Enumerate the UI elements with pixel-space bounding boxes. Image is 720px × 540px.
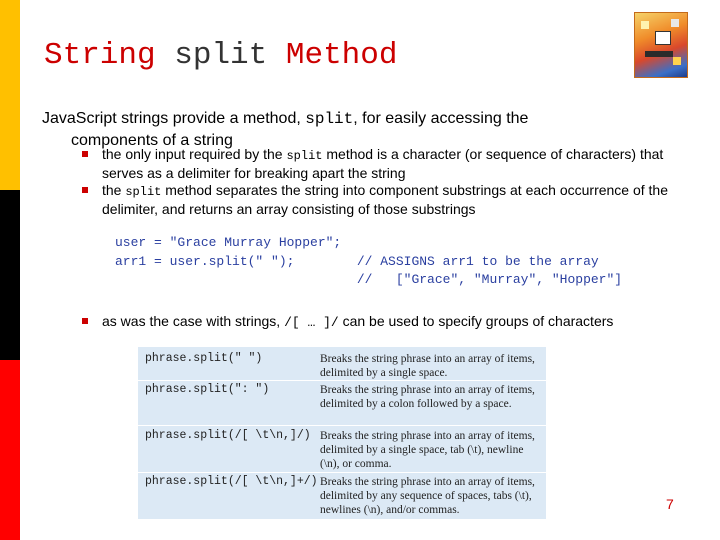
bullet-text: can be used to specify groups of characters (338, 313, 614, 329)
intro-paragraph (42, 108, 622, 151)
code-line: user = "Grace Murray Hopper"; (115, 235, 342, 250)
bullet-item (82, 146, 682, 182)
table-desc-cell: Breaks the string phrase into an array of items, delimited by any sequence of spaces, tabs (\t), newlines (\n), and/or commas. (320, 476, 535, 516)
slide-title (44, 38, 397, 73)
bullet-square-icon (82, 318, 88, 324)
title-word-string: String (44, 38, 156, 73)
table-desc-cell: Breaks the string phrase into an array of items, delimited by a single space. (320, 353, 535, 379)
bullet-square-icon (82, 151, 88, 157)
table-method-cell: phrase.split(" ") (145, 352, 263, 365)
bullet-square-icon (82, 187, 88, 193)
bullet-row (82, 313, 702, 331)
intro-text-end: , for easily accessing the (353, 110, 529, 127)
title-word-split: split (174, 38, 268, 73)
side-bar-yellow (0, 0, 20, 190)
intro-text-line2: components of a string (71, 132, 233, 149)
split-methods-table (138, 347, 546, 519)
table-divider (138, 472, 546, 473)
bullet-code: split (125, 185, 162, 199)
clipart-computer-image (634, 12, 688, 78)
bullet-item (82, 182, 682, 218)
side-bar-red (0, 360, 20, 540)
bullet-text: the (102, 182, 126, 198)
bullet-text: method is a character (or sequence of characters) that serves as a delimiter for breaking apart the string (102, 146, 664, 181)
bullet-text: as was the case with strings, (102, 313, 285, 329)
bullet-item (82, 313, 702, 331)
bullet-code: /[ … ]/ (284, 315, 339, 330)
intro-text: JavaScript strings provide a method, (42, 110, 306, 127)
code-line: arr1 = user.split(" "); // ASSIGNS arr1 to be the array (115, 253, 599, 269)
table-method-cell: phrase.split(/[ \t\n,]/) (145, 429, 311, 442)
code-line: // ["Grace", "Murray", "Hopper"] (115, 272, 623, 287)
bullet-code: split (286, 149, 323, 163)
table-desc-cell: Breaks the string phrase into an array of items, delimited by a colon followed by a space. (320, 384, 535, 410)
code-example (115, 234, 622, 290)
table-method-cell: phrase.split(": ") (145, 383, 270, 396)
bullet-list (82, 146, 682, 218)
title-word-method: Method (285, 38, 398, 73)
bullet-text: the only input required by the (102, 146, 287, 162)
page-number: 7 (666, 496, 674, 512)
table-desc-cell: Breaks the string phrase into an array of items, delimited by a single space, tab (\t), newline (\n), or comma. (320, 430, 535, 470)
intro-code: split (305, 110, 354, 128)
table-method-cell: phrase.split(/[ \t\n,]+/) (145, 475, 318, 488)
bullet-text: method separates the string into component substrings at each occurrence of the delimiter, and returns an array consisting of those substrings (102, 182, 668, 217)
side-bar-black (0, 190, 20, 360)
table-divider (138, 425, 546, 426)
table-divider (138, 380, 546, 381)
